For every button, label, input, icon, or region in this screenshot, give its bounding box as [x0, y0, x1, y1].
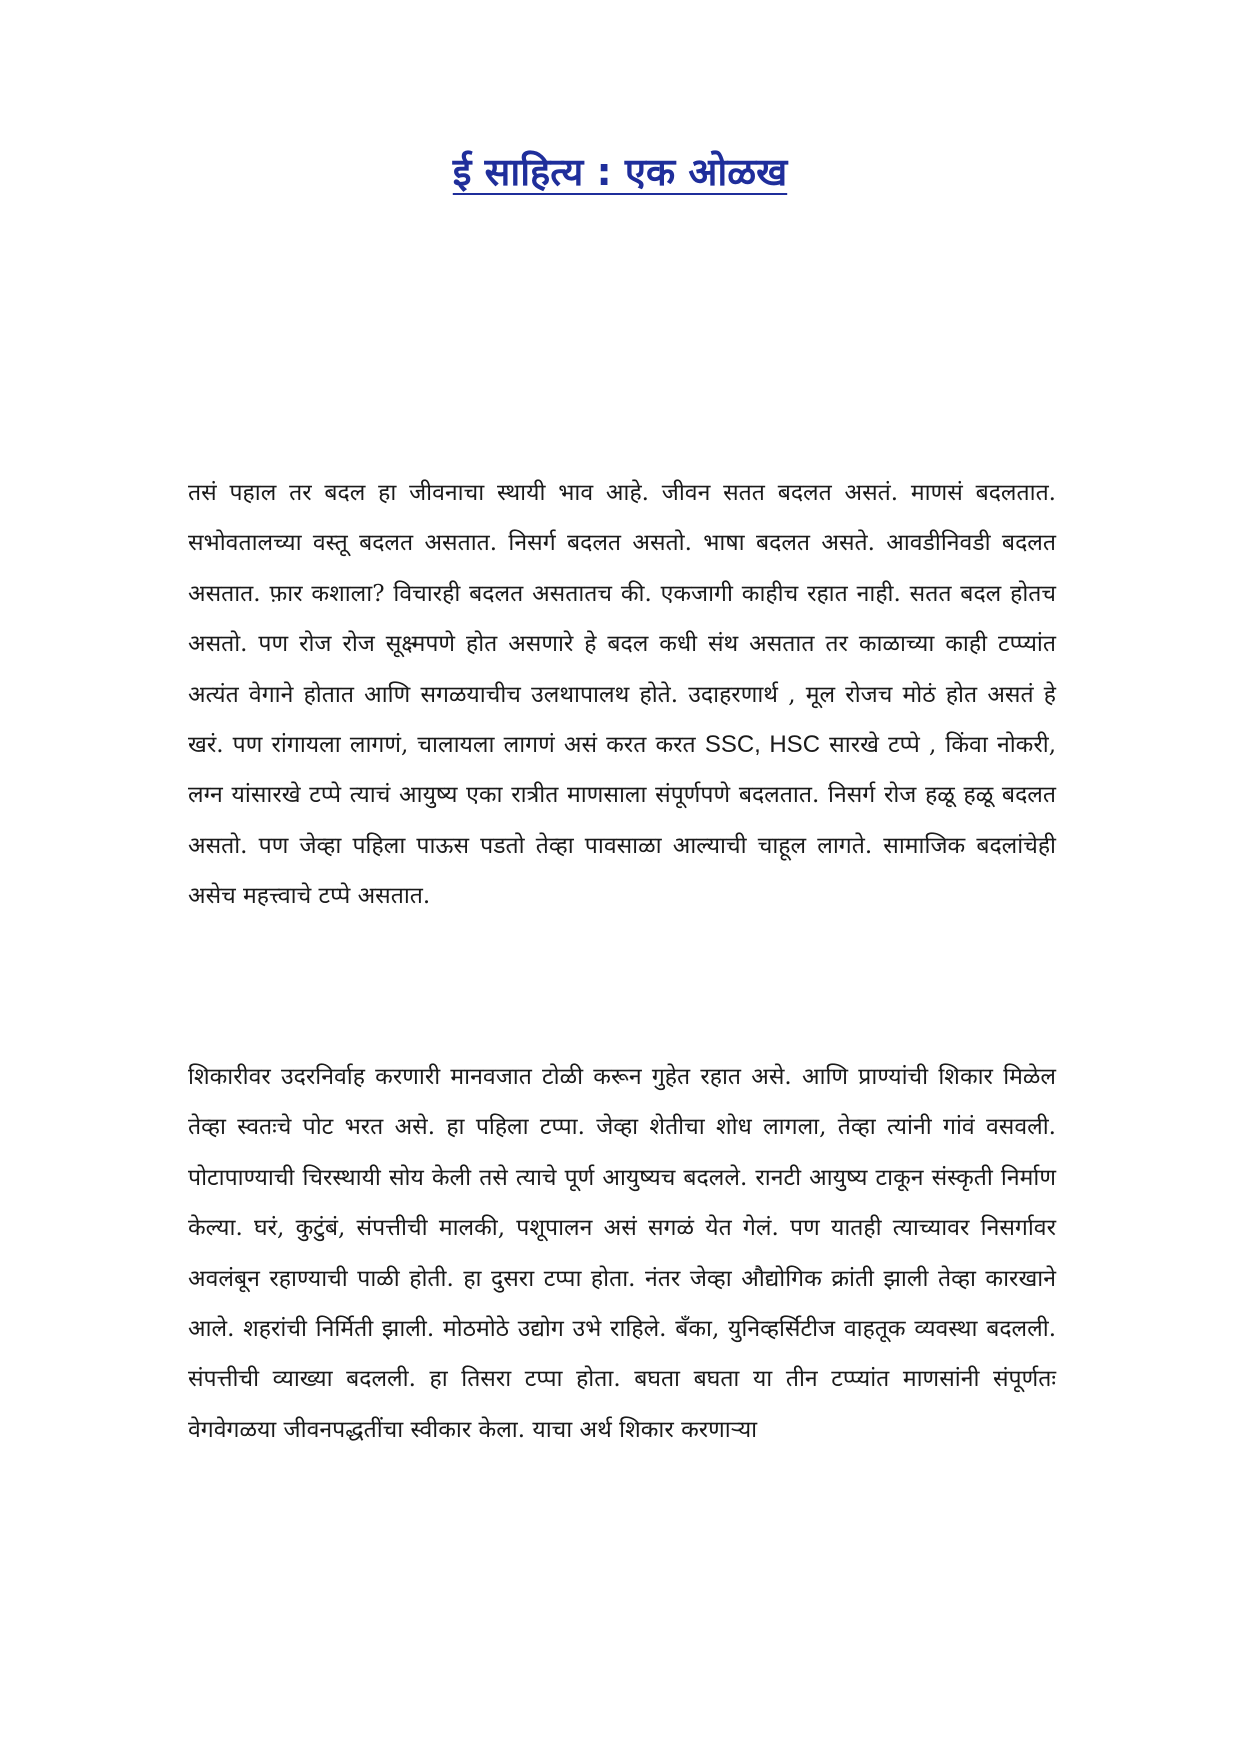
body-paragraph-1 — [188, 468, 1056, 922]
paragraph-1-text-end: सारखे टप्पे , किंवा नोकरी, लग्न यांसारखे टप्पे त्याचं आयुष्य एका रात्रीत माणसाला संपूर्णपणे बदलतात. निसर्ग रोज हळू हळू बदलत असतो. पण जेव्हा पहिला पाऊस पडतो तेव्हा पावसाळा आल्याची चाहूल लागते. सामाजिक बदलांचेही असेच महत्त्वाचे टप्पे असतात. — [188, 732, 1056, 910]
body-paragraph-2: शिकारीवर उदरनिर्वाह करणारी मानवजात टोळी करून गुहेत रहात असे. आणि प्राण्यांची शिकार मिळेल तेव्हा स्वतःचे पोट भरत असे. हा पहिला टप्पा. जेव्हा शेतीचा शोध लागला, तेव्हा त्यांनी गांवं वसवली. पोटापाण्याची चिरस्थायी सोय केली तसे त्याचे पूर्ण आयुष्यच बदलले. रानटी आयुष्य टाकून संस्कृती निर्माण केल्या. घरं, कुटुंबं, संपत्तीची मालकी, पशूपालन असं सगळं येत गेलं. पण यातही त्याच्यावर निसर्गावर अवलंबून रहाण्याची पाळी होती. हा दुसरा टप्पा होता. नंतर जेव्हा औद्योगिक क्रांती झाली तेव्हा कारखाने आले. शहरांची निर्मिती झाली. मोठमोठे उद्योग उभे राहिले. बँका, युनिव्हर्सिटीज वाहतूक व्यवस्था बदलली. संपत्तीची व्याख्या बदलली. हा तिसरा टप्पा होता. बघता बघता या तीन टप्प्यांत माणसांनी संपूर्णतः वेगवेगळया जीवनपद्धतींचा स्वीकार केला. याचा अर्थ शिकार करणाऱ्या — [188, 1064, 1056, 1443]
paragraph-1-text-start: तसं पहाल तर बदल हा जीवनाचा स्थायी भाव आहे. जीवन सतत बदलत असतं. माणसं बदलतात. सभोवतालच्या वस्तू बदलत असतात. निसर्ग बदलत असतो. भाषा बदलत असते. आवडीनिवडी बदलत असतात. फ़ार कशाला? विचारही बदलत असतातच की. एकजागी काहीच रहात नाही. सतत बदल होतच असतो. पण रोज रोज सूक्ष्मपणे होत असणारे हे बदल कधी संथ असतात तर काळाच्या काही टप्प्यांत अत्यंत वेगाने होतात आणि सगळयाचीच उलथापालथ होते. उदाहरणार्थ , मूल रोजच मोठं होत असतं हे खरं. पण रांगायला लागणं, चालायला लागणं असं करत करत — [188, 480, 1056, 759]
document-title: ई साहित्य : एक ओळख — [452, 150, 788, 194]
paragraph-1-exam-names: SSC, HSC — [704, 731, 821, 759]
